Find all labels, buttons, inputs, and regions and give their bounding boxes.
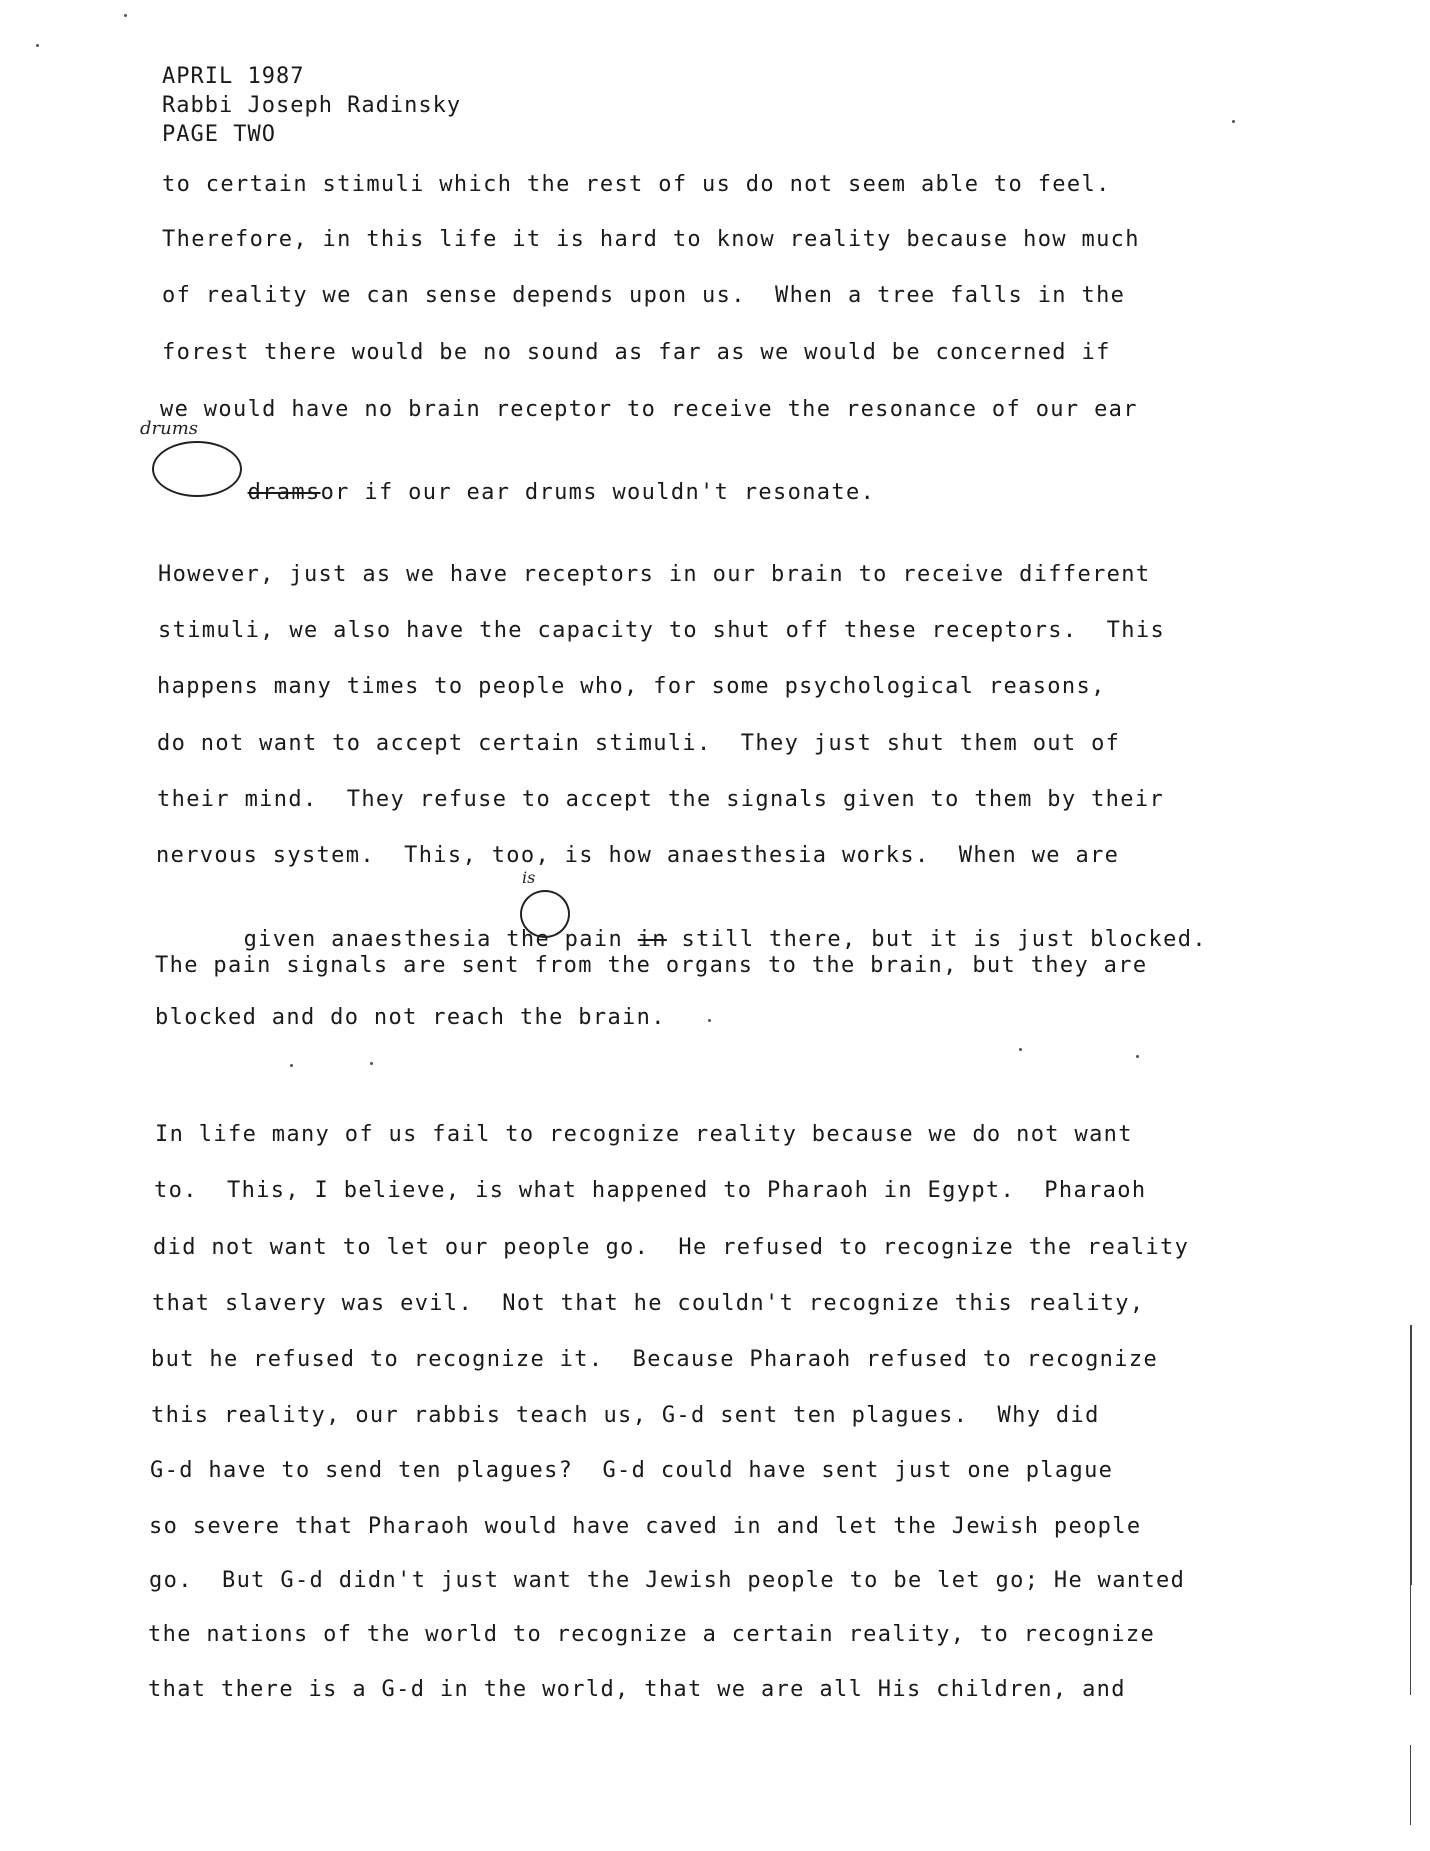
handwritten-correction: drums [140, 418, 199, 439]
text-line: but he refused to recognize it. Because Pharaoh refused to recognize [151, 1347, 1159, 1372]
text-line: Therefore, in this life it is hard to know reality because how much [162, 227, 1140, 252]
scan-speck [1136, 1055, 1139, 1058]
text-line: so severe that Pharaoh would have caved in and let the Jewish people [149, 1514, 1142, 1539]
text-line: did not want to let our people go. He refused to recognize the reality [153, 1235, 1190, 1260]
correction-circle [152, 441, 242, 497]
text-line: In life many of us fail to recognize reality because we do not want [155, 1122, 1133, 1147]
scan-speck [1232, 120, 1235, 123]
scan-edge-mark [1410, 1325, 1412, 1585]
text-line: this reality, our rabbis teach us, G-d sent ten plagues. Why did [151, 1403, 1100, 1428]
text-line: of reality we can sense depends upon us. When a tree falls in the [162, 283, 1126, 308]
struck-word: in [637, 927, 667, 952]
text-line: their mind. They refuse to accept the signals given to them by their [157, 787, 1165, 812]
text-line: happens many times to people who, for some psychological reasons, [157, 674, 1106, 699]
text-line-part: given anaesthesia the pain [243, 927, 624, 952]
text-line [160, 448, 875, 538]
text-line: However, just as we have receptors in our brain to receive different [158, 562, 1151, 587]
scan-edge-mark [1410, 1745, 1411, 1825]
text-line: blocked and do not reach the brain. [155, 1005, 666, 1030]
text-line: to. This, I believe, is what happened to Pharaoh in Egypt. Pharaoh [154, 1178, 1147, 1203]
header-page-label: PAGE TWO [162, 122, 276, 147]
struck-word: drams [247, 480, 321, 505]
text-line: the nations of the world to recognize a certain reality, to recognize [148, 1622, 1156, 1647]
handwritten-correction: is [522, 868, 536, 887]
text-line: go. But G-d didn't just want the Jewish people to be let go; He wanted [149, 1568, 1186, 1593]
scan-speck [1019, 1048, 1022, 1051]
text-line: that there is a G-d in the world, that we are all His children, and [148, 1677, 1126, 1702]
text-line-rest: or if our ear drums wouldn't resonate. [320, 480, 876, 505]
text-line: G-d have to send ten plagues? G-d could have sent just one plague [150, 1458, 1114, 1483]
scan-edge-mark [1410, 1585, 1411, 1695]
text-line: forest there would be no sound as far as we would be concerned if [162, 340, 1111, 365]
text-line: do not want to accept certain stimuli. They just shut them out of [157, 731, 1121, 756]
scan-speck [124, 14, 127, 17]
text-line: The pain signals are sent from the organs to the brain, but they are [155, 953, 1148, 978]
text-line: to certain stimuli which the rest of us do not seem able to feel. [162, 172, 1111, 197]
text-line: stimuli, we also have the capacity to shut off these receptors. This [158, 618, 1166, 643]
text-line: nervous system. This, too, is how anaesthesia works. When we are [156, 843, 1120, 868]
scan-speck [370, 1062, 373, 1065]
scan-speck [36, 44, 39, 47]
scan-speck [290, 1064, 293, 1067]
text-line: we would have no brain receptor to receive the resonance of our ear [160, 397, 1138, 422]
scan-speck [708, 1019, 711, 1022]
text-line-part: still there, but it is just blocked. [681, 927, 1207, 952]
header-author: Rabbi Joseph Radinsky [162, 93, 462, 118]
text-line: that slavery was evil. Not that he couldn't recognize this reality, [152, 1291, 1145, 1316]
header-date: APRIL 1987 [162, 64, 305, 89]
page-header [162, 62, 461, 149]
correction-circle [520, 890, 570, 938]
